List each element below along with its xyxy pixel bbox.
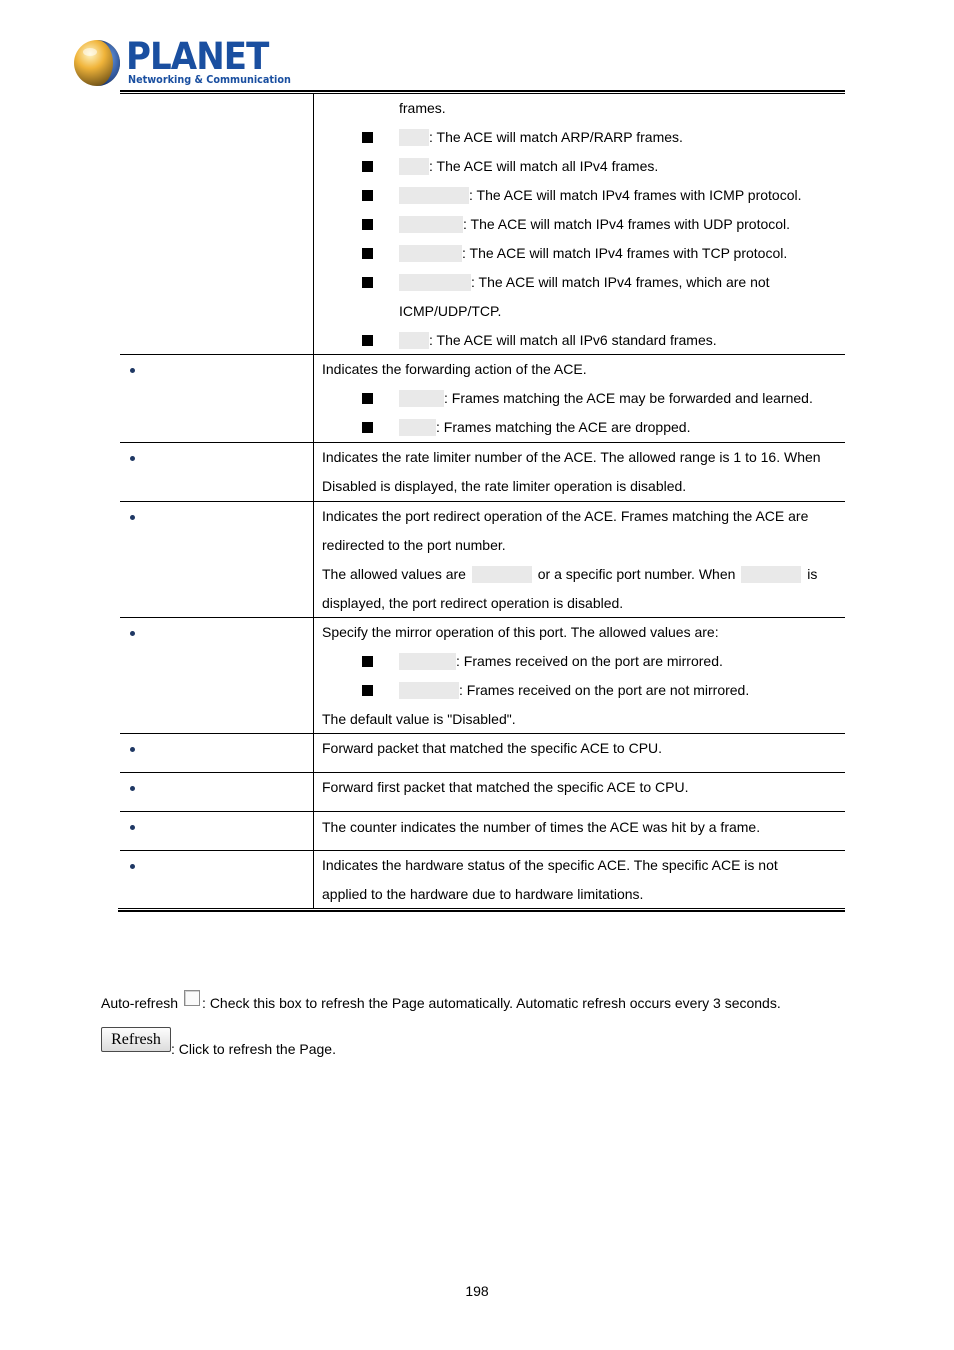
port-redirect-line1: Indicates the port redirect operation of the ACE. Frames matching the ACE are: [322, 508, 809, 524]
auto-refresh-row: [101, 990, 781, 1014]
square-bullet-icon: [362, 393, 373, 404]
list-item: : Frames received on the port are mirrored.: [322, 647, 837, 676]
counter-description: The counter indicates the number of times the ACE was hit by a frame.: [322, 819, 761, 835]
table-row-counter: [120, 812, 845, 851]
refresh-row: [101, 1027, 336, 1057]
conflict-line1: Indicates the hardware status of the specific ACE. The specific ACE is not: [322, 857, 778, 873]
bullet-icon: [130, 631, 135, 636]
square-bullet-icon: [362, 277, 373, 288]
mirror-description: Specify the mirror operation of this port. The allowed values are:: [322, 624, 719, 640]
table-row-port-redirect: [120, 502, 845, 618]
square-bullet-icon: [362, 422, 373, 433]
square-bullet-icon: [362, 190, 373, 201]
square-bullet-icon: [362, 219, 373, 230]
bullet-icon: [130, 747, 135, 752]
list-item: : The ACE will match IPv4 frames with TCP protocol.: [322, 239, 837, 268]
square-bullet-icon: [362, 656, 373, 667]
bullet-icon: [130, 825, 135, 830]
list-item: : The ACE will match all IPv4 frames.: [322, 152, 837, 181]
list-item: : The ACE will match IPv4 frames with ICMP protocol.: [322, 181, 837, 210]
port-redirect-line2: redirected to the port number.: [322, 537, 506, 553]
planet-logo: [72, 35, 291, 92]
square-bullet-icon: [362, 335, 373, 346]
brand-tagline: Networking & Communication: [128, 74, 291, 86]
bullet-icon: [130, 786, 135, 791]
rate-limiter-line1: Indicates the rate limiter number of the ACE. The allowed range is 1 to 16. When: [322, 449, 821, 465]
square-bullet-icon: [362, 161, 373, 172]
cpu-once-description: Forward first packet that matched the specific ACE to CPU.: [322, 779, 689, 795]
list-item-wrap: ICMP/UDP/TCP.: [399, 303, 502, 319]
bullet-icon: [130, 456, 135, 461]
table-row-mirror: [120, 618, 845, 734]
port-redirect-line4: displayed, the port redirect operation is disabled.: [322, 595, 624, 611]
list-item: : Frames matching the ACE may be forwarded and learned.: [322, 384, 837, 413]
auto-refresh-label: Auto-refresh: [101, 995, 179, 1011]
auto-refresh-checkbox[interactable]: [184, 990, 200, 1006]
mirror-default: The default value is "Disabled".: [322, 711, 516, 727]
table-row-cpu: [120, 734, 845, 773]
conflict-line2: applied to the hardware due to hardware limitations.: [322, 886, 644, 902]
square-bullet-icon: [362, 685, 373, 696]
refresh-button[interactable]: Refresh: [101, 1027, 171, 1052]
page-number: 198: [465, 1283, 489, 1299]
brand-wordmark: PLANET: [126, 35, 269, 78]
list-item: : The ACE will match ARP/RARP frames.: [322, 123, 837, 152]
bullet-icon: [130, 864, 135, 869]
ace-status-table: [120, 94, 845, 909]
refresh-description: : Click to refresh the Page.: [171, 1041, 336, 1057]
cpu-description: Forward packet that matched the specific ACE to CPU.: [322, 740, 663, 756]
bullet-icon: [130, 368, 135, 373]
list-item: : The ACE will match all IPv6 standard frames.: [322, 326, 837, 355]
globe-logo-icon: [72, 38, 122, 88]
table-row-frame-type: [120, 94, 845, 355]
table-row-conflict: [120, 851, 845, 909]
square-bullet-icon: [362, 248, 373, 259]
table-bottom-rule-thick: [118, 910, 845, 912]
table-row-rate-limiter: [120, 443, 845, 502]
table-bottom-rule: [118, 908, 845, 909]
bullet-icon: [130, 515, 135, 520]
port-redirect-values: The allowed values are or a specific port number. When is: [322, 566, 818, 582]
list-item: : The ACE will match IPv4 frames with UDP protocol.: [322, 210, 837, 239]
list-item: : The ACE will match IPv4 frames, which are not: [322, 268, 837, 297]
table-row-cpu-once: [120, 773, 845, 812]
table-row-action: [120, 355, 845, 443]
header-rule: [120, 90, 845, 92]
auto-refresh-description: : Check this box to refresh the Page automatically. Automatic refresh occurs every 3 seconds.: [202, 995, 781, 1011]
rate-limiter-line2: Disabled is displayed, the rate limiter operation is disabled.: [322, 478, 687, 494]
list-item: : Frames received on the port are not mirrored.: [322, 676, 837, 705]
list-item: : Frames matching the ACE are dropped.: [322, 413, 837, 442]
square-bullet-icon: [362, 132, 373, 143]
action-description: Indicates the forwarding action of the ACE.: [322, 361, 587, 377]
frame-type-continuation: frames.: [399, 100, 446, 116]
